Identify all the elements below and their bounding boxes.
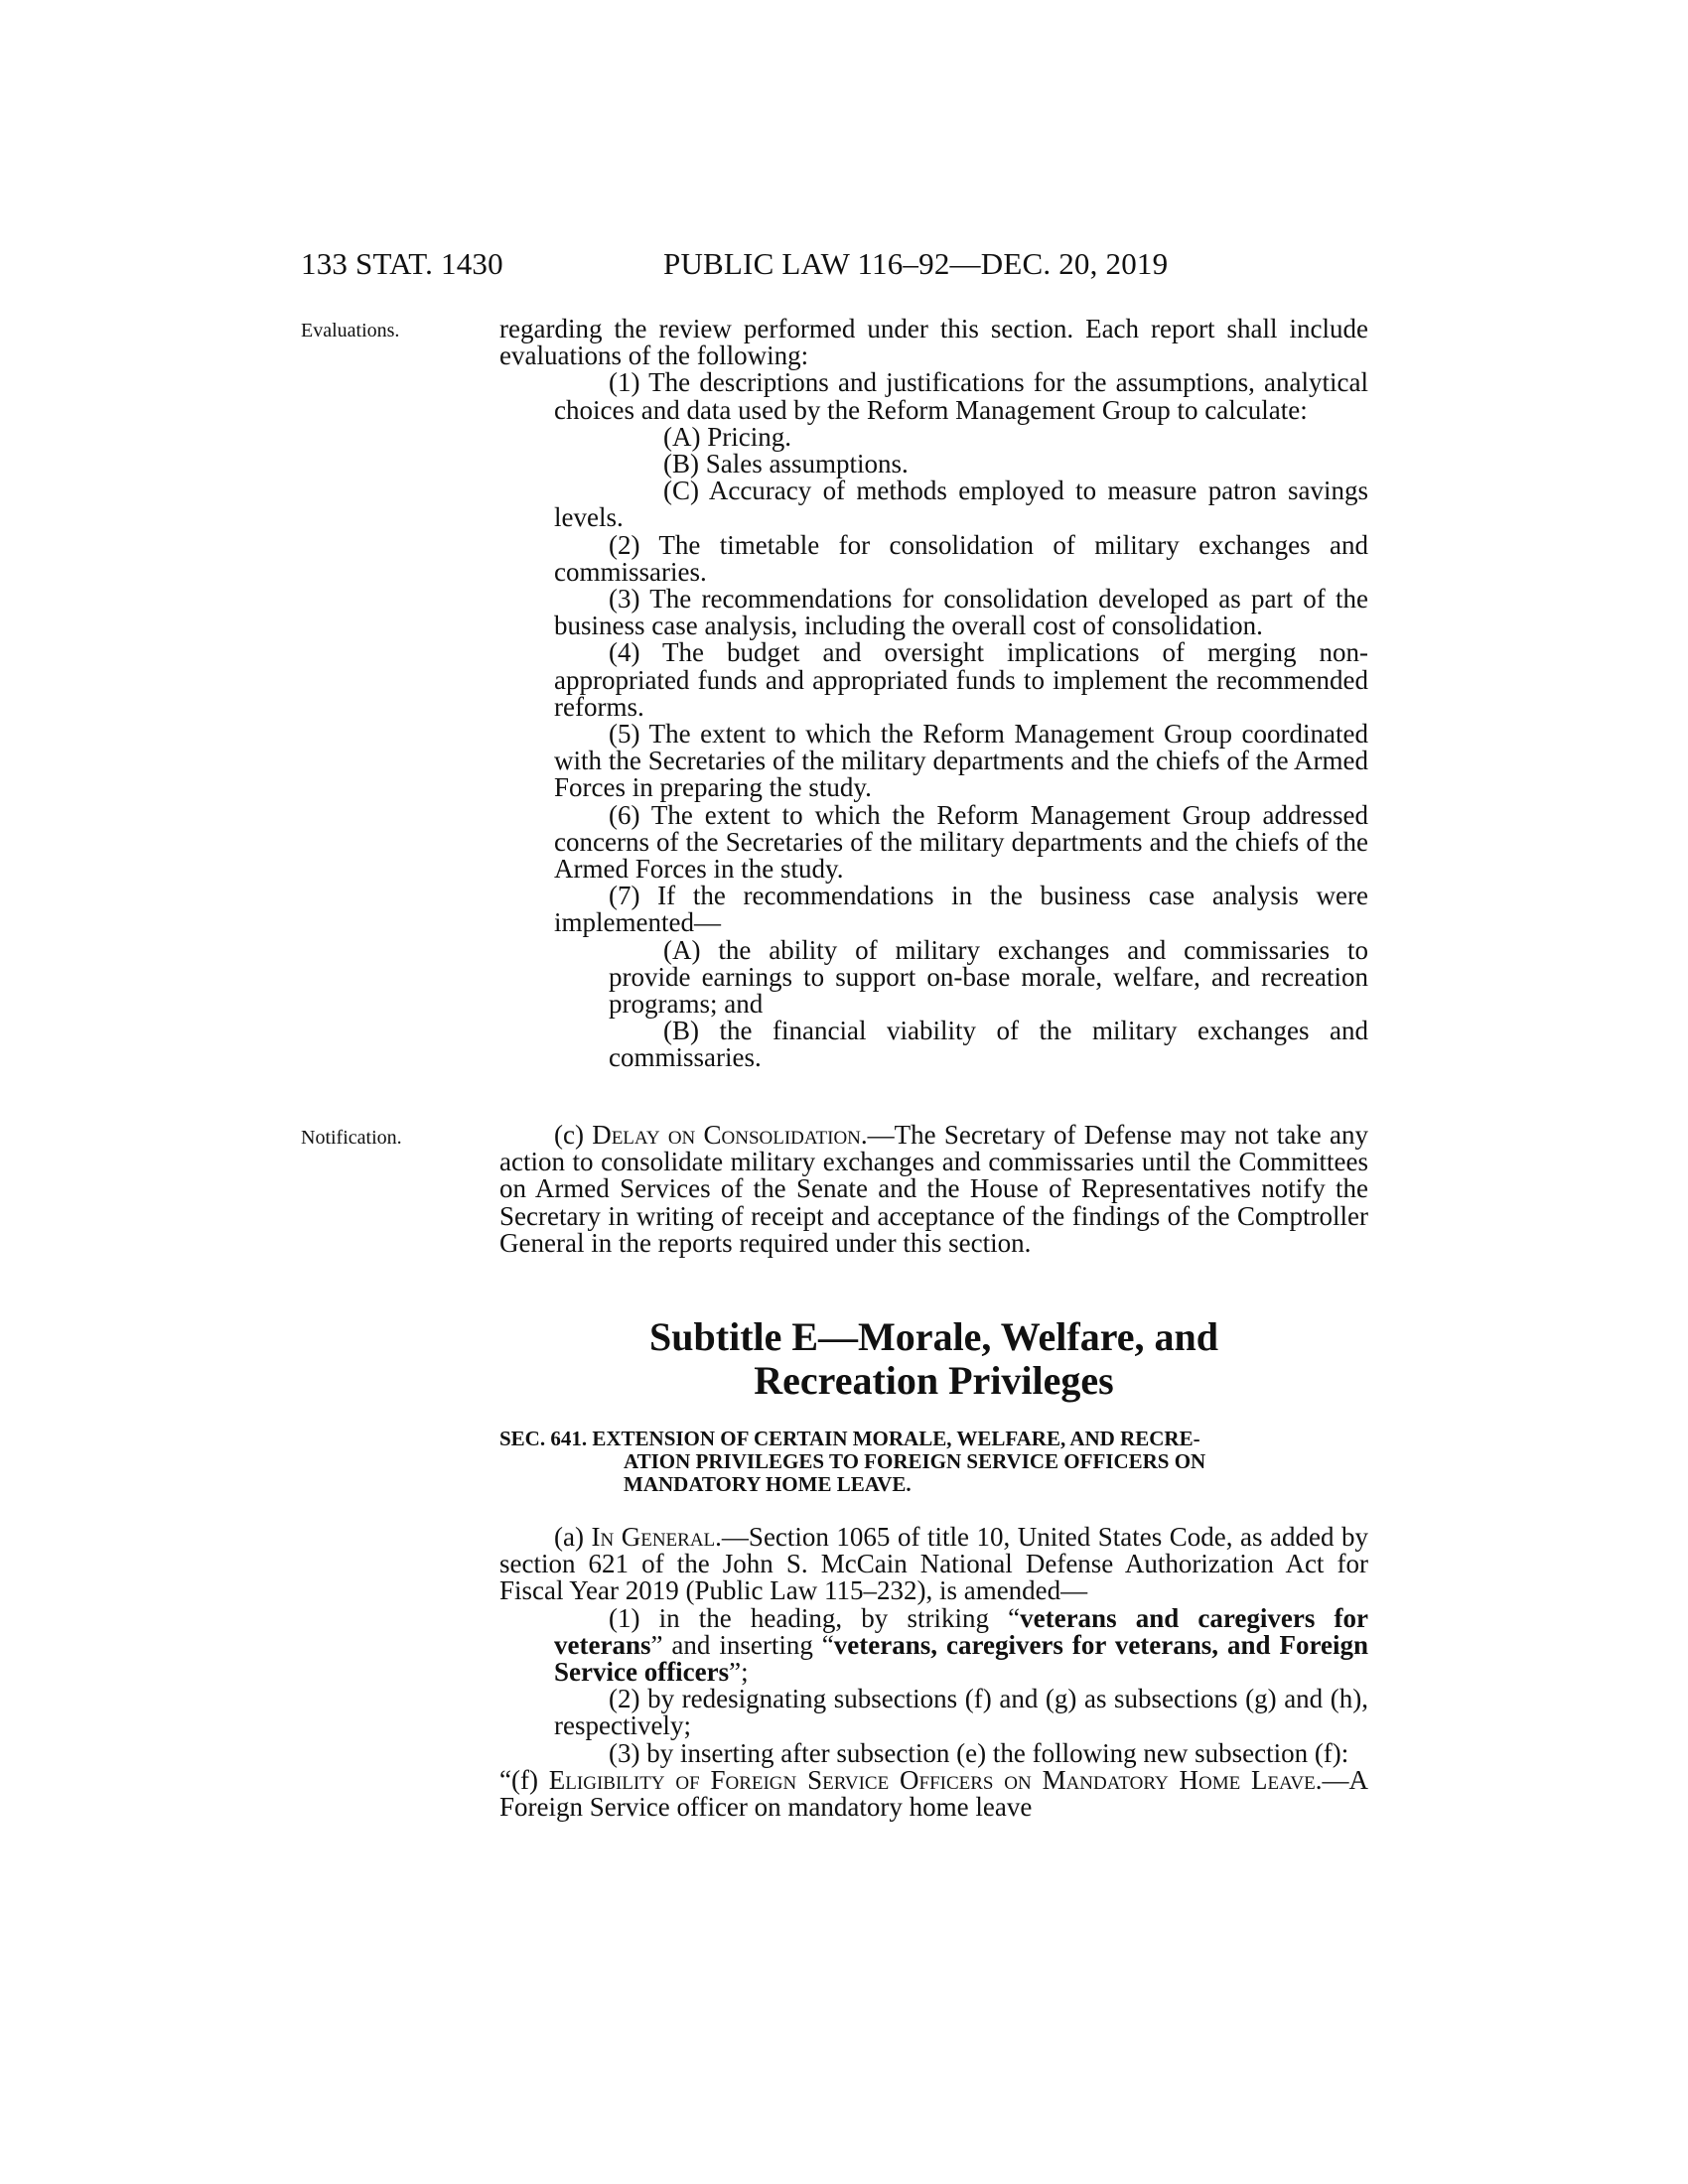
subsection-c-heading: Delay on Consolidation — [592, 1120, 861, 1150]
subtitle-heading — [499, 1315, 1368, 1403]
section-heading-line-3: MANDATORY HOME LEAVE. — [624, 1472, 912, 1496]
intro-paragraph: regarding the review performed under this section. Each report shall include evaluations of the following: — [499, 314, 1368, 371]
subsection-c — [499, 1122, 1368, 1257]
subsection-a — [499, 1524, 1368, 1605]
margin-note-evaluations: Evaluations. — [301, 320, 400, 341]
amendment-1 — [499, 1602, 1368, 1688]
subtitle-line-1: Subtitle E—Morale, Welfare, and — [649, 1314, 1218, 1359]
report-evaluations-text — [499, 316, 1368, 1072]
subtitle-line-2: Recreation Privileges — [754, 1358, 1114, 1403]
new-subsection-f — [499, 1764, 1368, 1823]
section-heading-line-2: ATION PRIVILEGES TO FOREIGN SERVICE OFFICERS ON — [624, 1449, 1206, 1473]
item-4: (4) The budget and oversight implications of merging non-appropriated funds and appropriated funds to implement the recommended reforms. — [554, 637, 1368, 722]
section-641-text — [499, 1524, 1368, 1821]
item-7-b: (B) the financial viability of the military exchanges and commissaries. — [609, 1016, 1368, 1073]
statute-page-number: 133 STAT. 1430 — [301, 246, 503, 281]
item-5: (5) The extent to which the Reform Management Group coordinated with the Secretaries of the military departments and the chiefs of the Armed Forces in preparing the study. — [554, 719, 1368, 803]
item-1: (1) The descriptions and justifications for the assumptions, analytical choices and data used by the Reform Management Group to calculate: — [554, 367, 1368, 425]
delay-on-consolidation — [499, 1122, 1368, 1257]
item-3: (3) The recommendations for consolidation developed as part of the business case analysis, including the overall cost of consolidation. — [554, 584, 1368, 641]
subsection-c-text: .—The Secretary of Defense may not take any action to consolidate military exchanges and commissaries until the Committees on Armed Services of the Senate and the House of Representatives notify the Secretary in writing of receipt and acceptance of the findings of the Comptroller General in the reports required under this section. — [499, 1120, 1368, 1258]
subsection-a-heading: In General — [591, 1522, 716, 1552]
item-2: (2) The timetable for consolidation of military exchanges and commissaries. — [554, 529, 1368, 587]
section-heading-line-1: SEC. 641. EXTENSION OF CERTAIN MORALE, WELFARE, AND RECRE- — [499, 1427, 1200, 1450]
item-1-c: (C) Accuracy of methods employed to measure patron savings levels. — [554, 476, 1368, 533]
item-1-a: (A) Pricing. — [663, 421, 791, 452]
subsection-a-text: .—Section 1065 of title 10, United States Code, as added by section 621 of the John S. McCain National Defense Authorization Act for Fiscal Year 2019 (Public Law 115–232), is amended— — [499, 1522, 1369, 1606]
item-7-a: (A) the ability of military exchanges and commissaries to provide earnings to support on-base morale, welfare, and recreation programs; and — [609, 934, 1368, 1020]
amendment-3: (3) by inserting after subsection (e) the following new subsection (f): — [609, 1737, 1349, 1768]
subsection-f-text: .—A Foreign Service officer on mandatory home leave — [499, 1764, 1368, 1823]
subsection-c-label: (c) — [554, 1120, 584, 1150]
amendment-1-post: ”; — [729, 1657, 749, 1688]
amendment-2: (2) by redesignating subsections (f) and (g) as subsections (g) and (h), respectively; — [554, 1684, 1368, 1741]
item-6: (6) The extent to which the Reform Management Group addressed concerns of the Secretaries of the military departments and the chiefs of the Armed Forces in the study. — [554, 799, 1368, 885]
subsection-a-label: (a) — [554, 1522, 584, 1552]
inserted-text: veterans, caregivers for veterans, and Foreign Service officers — [554, 1629, 1368, 1688]
margin-note-notification: Notification. — [301, 1127, 402, 1149]
item-7: (7) If the recommendations in the business case analysis were implemented— — [554, 881, 1368, 938]
amendment-1-mid: ” and inserting “ — [650, 1629, 834, 1660]
subsection-f-label: “(f) — [499, 1764, 538, 1795]
section-heading — [499, 1428, 1368, 1496]
subsection-f-heading: Eligibility of Foreign Service Officers on Mandatory Home Leave — [548, 1764, 1316, 1795]
item-1-b: (B) Sales assumptions. — [663, 449, 909, 479]
public-law-header: PUBLIC LAW 116–92—DEC. 20, 2019 — [663, 246, 1169, 281]
struck-text: veterans and caregivers for veterans — [554, 1602, 1368, 1660]
amendment-1-pre: (1) in the heading, by striking “ — [609, 1602, 1021, 1633]
